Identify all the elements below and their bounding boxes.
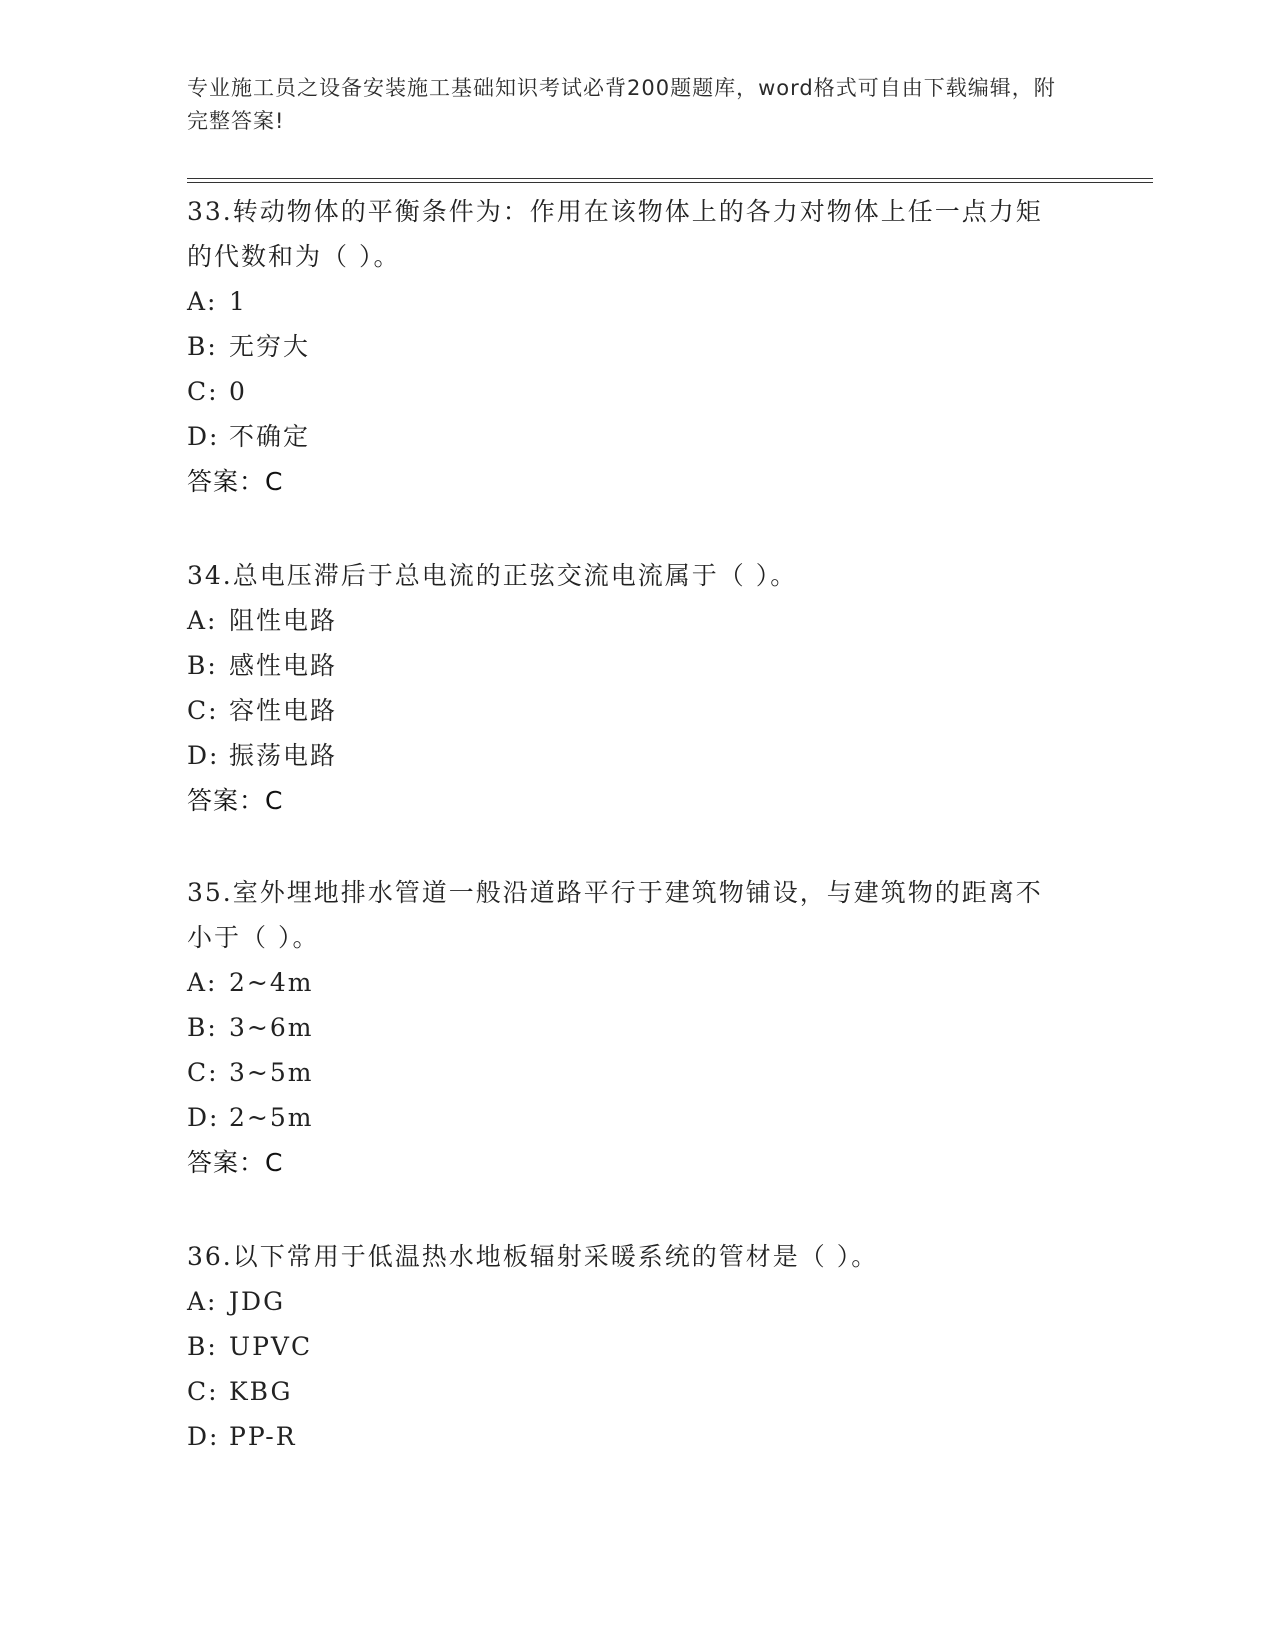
option-label: B: — [187, 651, 218, 680]
header-divider-bottom — [187, 182, 1153, 183]
option-b — [187, 643, 1067, 688]
option-text: 3~5m — [229, 1058, 314, 1087]
option-text: 阻性电路 — [229, 606, 338, 635]
question-33 — [187, 189, 1067, 504]
option-text: UPVC — [229, 1332, 313, 1361]
option-a — [187, 960, 1067, 1005]
option-label: A: — [187, 606, 218, 635]
question-36 — [187, 1234, 1067, 1459]
option-d — [187, 414, 1067, 459]
option-b — [187, 1324, 1067, 1369]
option-text: JDG — [229, 1287, 286, 1316]
option-text: 2~5m — [229, 1103, 314, 1132]
option-label: A: — [187, 968, 218, 997]
option-c — [187, 1369, 1067, 1414]
option-b — [187, 1005, 1067, 1050]
option-text: 3~6m — [229, 1013, 314, 1042]
option-label: B: — [187, 1013, 218, 1042]
option-b — [187, 324, 1067, 369]
option-d — [187, 1095, 1067, 1140]
option-label: C: — [187, 1058, 219, 1087]
question-stem: 36.以下常用于低温热水地板辐射采暖系统的管材是（ ）。 — [187, 1242, 879, 1271]
question-stem: 33.转动物体的平衡条件为：作用在该物体上的各力对物体上任一点力矩的代数和为（ ）。 — [187, 197, 1043, 271]
option-text: 无穷大 — [229, 332, 311, 361]
option-label: D: — [187, 422, 220, 451]
option-label: C: — [187, 377, 219, 406]
option-c — [187, 369, 1067, 414]
question-stem: 35.室外埋地排水管道一般沿道路平行于建筑物铺设，与建筑物的距离不小于（ ）。 — [187, 878, 1043, 952]
option-label: D: — [187, 1422, 220, 1451]
document-header: 专业施工员之设备安装施工基础知识考试必背200题题库，word格式可自由下载编辑，附完整答案! — [187, 76, 1056, 133]
question-35 — [187, 870, 1067, 1185]
option-text: 不确定 — [229, 422, 311, 451]
option-label: A: — [187, 1287, 218, 1316]
header-divider-top — [187, 178, 1153, 179]
option-c — [187, 1050, 1067, 1095]
option-text: 容性电路 — [229, 696, 338, 725]
option-a — [187, 1279, 1067, 1324]
option-label: B: — [187, 332, 218, 361]
question-34 — [187, 553, 1067, 823]
option-text: 0 — [229, 377, 247, 406]
option-text: 感性电路 — [229, 651, 338, 680]
option-text: PP-R — [229, 1422, 297, 1451]
question-stem: 34.总电压滞后于总电流的正弦交流电流属于（ ）。 — [187, 561, 798, 590]
option-text: 2~4m — [229, 968, 314, 997]
option-a — [187, 598, 1067, 643]
option-label: B: — [187, 1332, 218, 1361]
option-c — [187, 688, 1067, 733]
answer-line: 答案：C — [187, 467, 284, 496]
option-label: A: — [187, 287, 218, 316]
option-text: KBG — [229, 1377, 293, 1406]
option-label: D: — [187, 741, 220, 770]
answer-line: 答案：C — [187, 1148, 284, 1177]
option-label: D: — [187, 1103, 220, 1132]
option-a — [187, 279, 1067, 324]
option-text: 1 — [229, 287, 247, 316]
answer-line: 答案：C — [187, 786, 284, 815]
option-d — [187, 733, 1067, 778]
option-label: C: — [187, 1377, 219, 1406]
option-text: 振荡电路 — [229, 741, 338, 770]
option-d — [187, 1414, 1067, 1459]
option-label: C: — [187, 696, 219, 725]
